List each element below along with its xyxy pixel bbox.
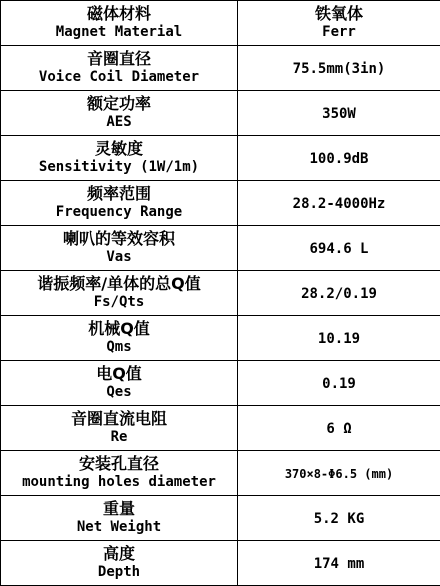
row-label-cell	[1, 406, 238, 451]
row-value: 350W	[322, 106, 356, 122]
row-value-cell	[238, 271, 440, 316]
row-value-cell	[238, 136, 440, 181]
row-label-en: Qms	[1, 338, 237, 357]
row-label-cell	[1, 136, 238, 181]
row-label-zh: 音圈直流电阻	[1, 409, 237, 428]
row-label-cell	[1, 46, 238, 91]
row-value-cell	[238, 181, 440, 226]
row-value: 28.2/0.19	[301, 286, 377, 302]
header-label-en: Magnet Material	[1, 23, 237, 42]
row-value: 6 Ω	[326, 421, 351, 437]
row-value: 75.5mm(3in)	[293, 61, 386, 77]
row-value: 0.19	[322, 376, 356, 392]
table-row	[1, 46, 440, 91]
table-row	[1, 541, 440, 586]
header-value-en: Ferr	[238, 23, 440, 42]
row-label-zh: 额定功率	[1, 94, 237, 113]
row-label-en: Fs/Qts	[1, 293, 237, 312]
row-label-en: Depth	[1, 563, 237, 582]
row-label-en: Frequency Range	[1, 203, 237, 222]
row-label-en: Vas	[1, 248, 237, 267]
table-row	[1, 451, 440, 496]
row-value: 5.2 KG	[314, 511, 365, 527]
table-row	[1, 271, 440, 316]
row-label-en: Sensitivity (1W/1m)	[1, 158, 237, 177]
row-value-cell	[238, 496, 440, 541]
table-header-row	[1, 1, 440, 46]
table-row	[1, 361, 440, 406]
row-value: 174 mm	[314, 556, 365, 572]
row-label-en: mounting holes diameter	[1, 473, 237, 492]
row-value-cell	[238, 451, 440, 496]
row-value: 100.9dB	[309, 151, 368, 167]
row-label-en: Voice Coil Diameter	[1, 68, 237, 87]
row-label-zh: 安装孔直径	[1, 454, 237, 473]
table-row	[1, 181, 440, 226]
row-label-en: Net Weight	[1, 518, 237, 537]
row-label-cell	[1, 91, 238, 136]
table-row	[1, 226, 440, 271]
row-value-cell	[238, 361, 440, 406]
row-value: 28.2-4000Hz	[293, 196, 386, 212]
row-label-zh: 机械Q值	[1, 319, 237, 338]
row-label-cell	[1, 496, 238, 541]
row-value-cell	[238, 226, 440, 271]
row-label-zh: 音圈直径	[1, 49, 237, 68]
row-label-zh: 高度	[1, 544, 237, 563]
row-value: 694.6 L	[309, 241, 368, 257]
row-label-en: Re	[1, 428, 237, 447]
table-row	[1, 136, 440, 181]
row-label-cell	[1, 271, 238, 316]
row-value: 10.19	[318, 331, 360, 347]
row-value-cell	[238, 541, 440, 586]
header-value-zh: 铁氧体	[238, 4, 440, 23]
row-value-cell	[238, 46, 440, 91]
row-label-cell	[1, 226, 238, 271]
row-label-zh: 灵敏度	[1, 139, 237, 158]
table-row	[1, 406, 440, 451]
header-label-zh: 磁体材料	[1, 4, 237, 23]
row-value: 370×8-Φ6.5 (mm)	[285, 467, 393, 481]
row-value-cell	[238, 406, 440, 451]
row-label-cell	[1, 451, 238, 496]
row-label-zh: 喇叭的等效容积	[1, 229, 237, 248]
row-label-zh: 重量	[1, 499, 237, 518]
row-value-cell	[238, 91, 440, 136]
header-label-cell	[1, 1, 238, 46]
row-label-cell	[1, 181, 238, 226]
row-label-en: Qes	[1, 383, 237, 402]
row-label-cell	[1, 541, 238, 586]
row-label-cell	[1, 361, 238, 406]
row-label-zh: 谐振频率/单体的总Q值	[1, 274, 237, 293]
table-row	[1, 91, 440, 136]
row-label-en: AES	[1, 113, 237, 132]
row-value-cell	[238, 316, 440, 361]
table-row	[1, 496, 440, 541]
table-row	[1, 316, 440, 361]
row-label-zh: 频率范围	[1, 184, 237, 203]
header-value-cell	[238, 1, 440, 46]
row-label-cell	[1, 316, 238, 361]
row-label-zh: 电Q值	[1, 364, 237, 383]
